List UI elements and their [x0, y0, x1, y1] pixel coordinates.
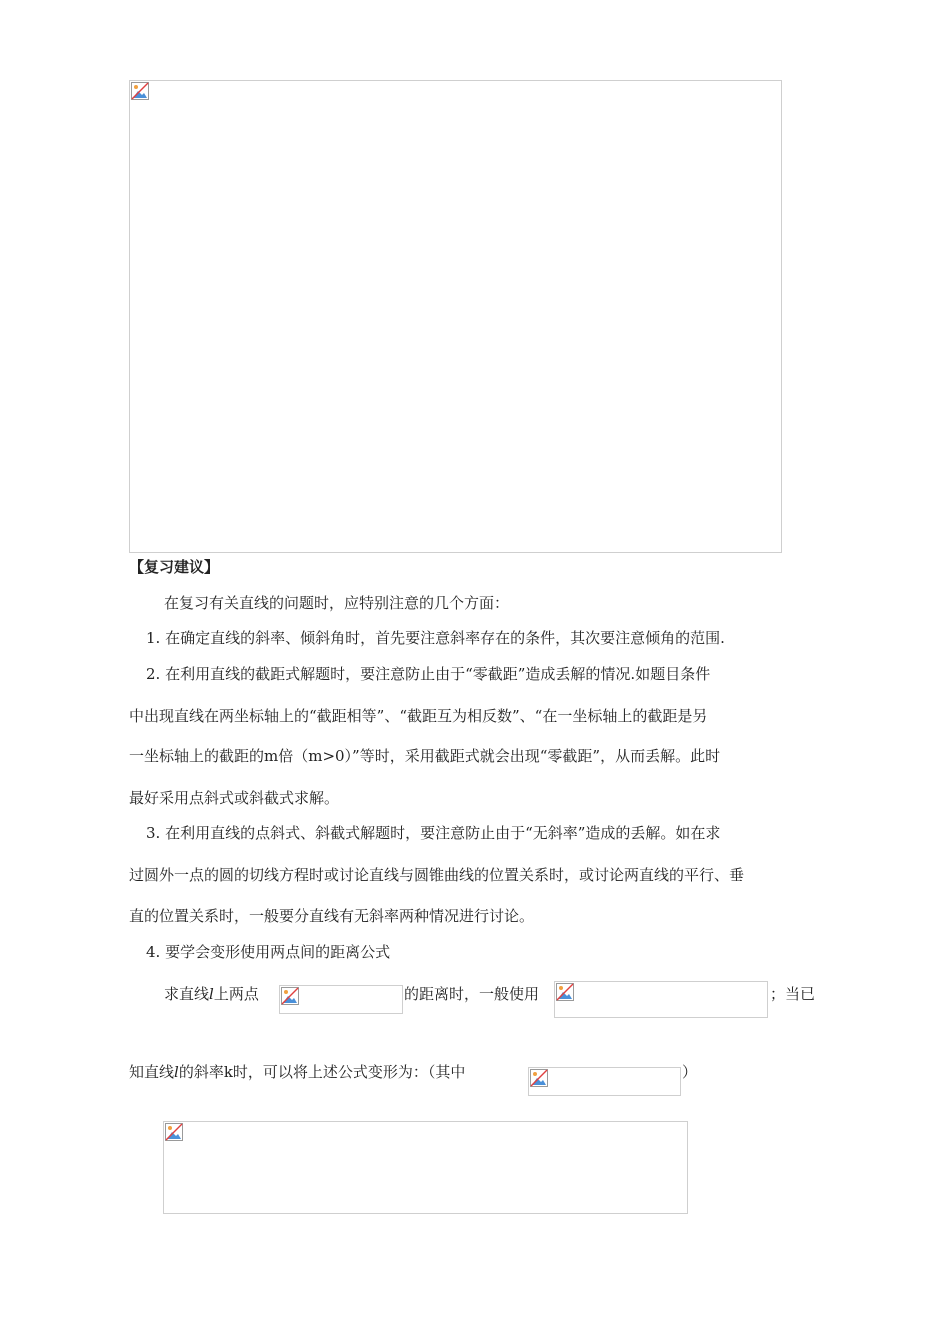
item-3-line-2: 过圆外一点的圆的切线方程时或讨论直线与圆锥曲线的位置关系时，或讨论两直线的平行、垂: [129, 866, 745, 884]
formula-image-distance: [554, 981, 768, 1018]
formula-line-1-b: 的距离时，一般使用: [404, 985, 540, 1003]
item-2-line-4: 最好采用点斜式或斜截式求解。: [129, 789, 340, 807]
broken-image-icon: [281, 987, 299, 1005]
text-fragment: 求直线: [164, 985, 210, 1003]
item-2-line-2: 中出现直线在两坐标轴上的“截距相等”、“截距互为相反数”、“在一坐标轴上的截距是另: [129, 707, 708, 725]
variable-l: l: [209, 985, 214, 1003]
formula-line-1-c: ；当已: [770, 985, 816, 1003]
text-fragment: 知直线: [129, 1063, 175, 1081]
item-3-line-1: 3. 在利用直线的点斜式、斜截式解题时，要注意防止由于“无斜率”造成的丢解。如在求: [146, 824, 721, 842]
broken-image-icon: [530, 1069, 548, 1087]
text-fragment: 上两点: [213, 985, 259, 1003]
formula-image-points: [279, 985, 403, 1014]
section-heading: 【复习建议】: [129, 558, 220, 576]
broken-image-icon: [556, 983, 574, 1001]
broken-image-icon: [131, 82, 149, 100]
item-2-line-3: 一坐标轴上的截距的m倍（m>0）”等时，采用截距式就会出现“零截距”，从而丢解。此时: [129, 747, 721, 765]
formula-image-condition: [528, 1067, 681, 1096]
formula-line-2-a: [129, 1062, 465, 1082]
formula-line-2-b: ）: [682, 1063, 698, 1081]
variable-l: l: [174, 1063, 179, 1081]
formula-line-1-a: [164, 984, 259, 1004]
item-2-line-1: 2. 在利用直线的截距式解题时，要注意防止由于“零截距”造成丢解的情况.如题目条件: [146, 665, 711, 683]
formula-image-transformed: [163, 1121, 688, 1214]
item-1: 1. 在确定直线的斜率、倾斜角时，首先要注意斜率存在的条件，其次要注意倾角的范围.: [146, 629, 725, 647]
text-fragment: 的斜率k时，可以将上述公式变形为：（其中: [178, 1063, 466, 1081]
figure-image-large: [129, 80, 782, 553]
item-4: 4. 要学会变形使用两点间的距离公式: [146, 943, 391, 961]
intro-paragraph: 在复习有关直线的问题时，应特别注意的几个方面：: [164, 594, 510, 612]
item-3-line-3: 直的位置关系时，一般要分直线有无斜率两种情况进行讨论。: [129, 907, 535, 925]
broken-image-icon: [165, 1123, 183, 1141]
